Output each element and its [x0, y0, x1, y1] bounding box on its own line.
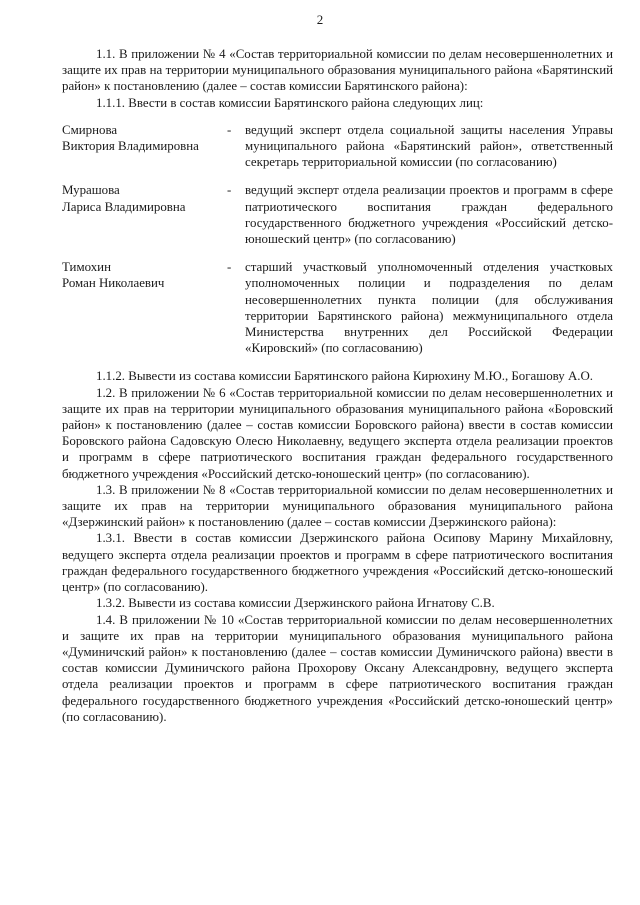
dash-separator: -	[227, 183, 232, 198]
document-body	[62, 46, 613, 725]
member-surname: Мурашова	[62, 183, 120, 198]
member-name	[62, 259, 227, 356]
list-item	[62, 122, 613, 171]
member-position: ведущий эксперт отдела реализации проектов и программ в сфере патриотического воспитания граждан федерального государственного бюджетного учреждения «Российский детско-юношеский центр» (по согласованию)	[245, 183, 613, 247]
paragraph-1-1: 1.1. В приложении № 4 «Состав территориальной комиссии по делам несовершеннолетних и защите их прав на территории муниципального образования муниципального района «Барятинский район» к постановлению (далее – состав комиссии Барятинского района):	[62, 47, 613, 94]
list-item	[62, 182, 613, 247]
member-list	[62, 122, 613, 357]
dash-separator: -	[227, 122, 232, 137]
member-position: ведущий эксперт отдела социальной защиты населения Управы муниципального района «Барятинский район», ответственный секретарь территориальной комиссии (по согласованию)	[245, 122, 613, 170]
list-item	[62, 259, 613, 356]
member-position: старший участковый уполномоченный отделения участковых уполномоченных полиции и подразделения по делам несовершеннолетних пункта полиции (для обслуживания территории Барятинского района) межмуниципального отдела Министерства внутренних дел Российской Федерации «Кировский» (по согласованию)	[245, 260, 613, 356]
paragraph-1-3-1: 1.3.1. Ввести в состав комиссии Дзержинского района Осипову Марину Михайловну, ведущего эксперта отдела реализации проектов и программ в сфере патриотического воспитания граждан федерального государственного бюджетного учреждения «Российский детско-юношеский центр» (по согласованию).	[62, 531, 613, 595]
member-surname: Тимохин	[62, 260, 111, 275]
member-given-names: Виктория Владимировна	[62, 139, 199, 154]
member-given-names: Роман Николаевич	[62, 276, 165, 291]
paragraph-1-3: 1.3. В приложении № 8 «Состав территориальной комиссии по делам несовершеннолетних и защите их прав на территории муниципального образования муниципального района «Дзержинский район» к постановлению (далее – состав комиссии Дзержинского района):	[62, 482, 613, 530]
paragraph-1-1-1: 1.1.1. Ввести в состав комиссии Барятинского района следующих лиц:	[96, 95, 484, 110]
member-given-names: Лариса Владимировна	[62, 199, 186, 214]
member-surname: Смирнова	[62, 122, 118, 137]
member-name	[62, 122, 227, 171]
paragraph-1-4: 1.4. В приложении № 10 «Состав территориальной комиссии по делам несовершеннолетних и защите их прав на территории муниципального образования муниципального района «Думиничский район» к постановлению (далее – состав комиссии Думиничского района) ввести в состав комиссии Думиничского района Прохорову Оксану Александровну, ведущего эксперта отдела реализации проектов и программ в сфере патриотического воспитания граждан федерального государственного бюджетного учреждения «Российский детско-юношеский центр» (по согласованию).	[62, 612, 613, 724]
paragraph-1-2: 1.2. В приложении № 6 «Состав территориальной комиссии по делам несовершеннолетних и защите их прав на территории муниципального образования муниципального района «Боровский район» к постановлению (далее – состав комиссии Боровского района) ввести в состав комиссии Боровского района Садовскую Олесю Николаевну, ведущего эксперта отдела реализации проектов и программ в сфере патриотического воспитания граждан федерального государственного бюджетного учреждения «Российский детско-юношеский центр» (по согласованию).	[62, 385, 613, 481]
member-name	[62, 182, 227, 247]
page-number: 2	[316, 12, 324, 27]
dash-separator: -	[227, 260, 232, 275]
paragraph-1-1-2: 1.1.2. Вывести из состава комиссии Барятинского района Кирюхину М.Ю., Богашову А.О.	[96, 369, 594, 384]
paragraph-1-3-2: 1.3.2. Вывести из состава комиссии Дзержинского района Игнатову С.В.	[96, 596, 495, 611]
